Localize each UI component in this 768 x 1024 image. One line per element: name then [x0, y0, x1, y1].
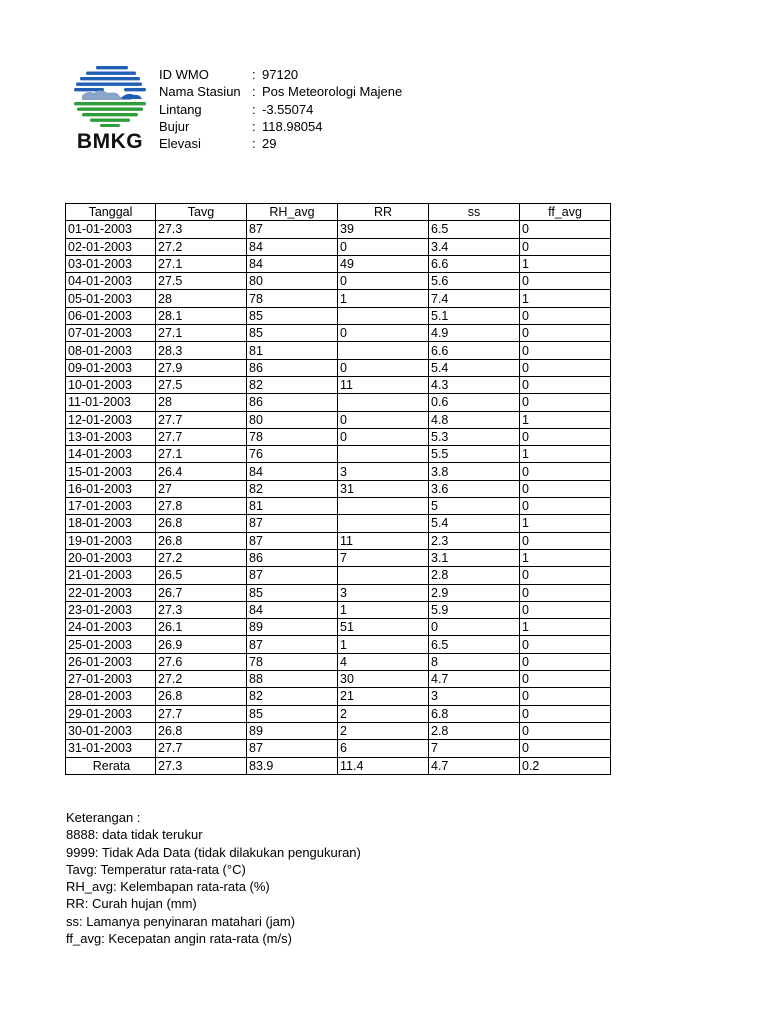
table-cell: 06-01-2003: [66, 307, 156, 324]
notes-line: ss: Lamanya penyinaran matahari (jam): [66, 913, 296, 929]
table-cell: 5.5: [429, 446, 520, 463]
summary-cell: 11.4: [338, 757, 429, 774]
table-row: [66, 446, 611, 463]
table-cell: 0: [520, 221, 611, 238]
table-cell: 1: [520, 549, 611, 566]
table-cell: 28: [156, 290, 247, 307]
table-cell: 27.1: [156, 325, 247, 342]
table-cell: 85: [247, 705, 338, 722]
station-info-value: 29: [262, 136, 277, 152]
table-row: [66, 498, 611, 515]
table-cell: 28-01-2003: [66, 688, 156, 705]
table-cell: 1: [338, 601, 429, 618]
notes-line: 9999: Tidak Ada Data (tidak dilakukan pengukuran): [66, 844, 361, 860]
table-cell: 0: [520, 567, 611, 584]
table-cell: 6.5: [429, 636, 520, 653]
table-cell: 39: [338, 221, 429, 238]
table-cell: 5.1: [429, 307, 520, 324]
table-cell: 0: [520, 428, 611, 445]
table-cell: 78: [247, 290, 338, 307]
table-cell: 27.7: [156, 740, 247, 757]
table-cell: 2.8: [429, 567, 520, 584]
table-cell: 0: [338, 238, 429, 255]
table-cell: 09-01-2003: [66, 359, 156, 376]
table-cell: 0: [520, 722, 611, 739]
table-cell: 27.2: [156, 671, 247, 688]
table-row: [66, 255, 611, 272]
station-info-row: [159, 135, 402, 152]
table-cell: 0: [520, 342, 611, 359]
table-cell: 87: [247, 532, 338, 549]
table-row: [66, 515, 611, 532]
table-cell: 82: [247, 480, 338, 497]
table-row: [66, 221, 611, 238]
table-cell: 1: [520, 619, 611, 636]
table-cell: 22-01-2003: [66, 584, 156, 601]
station-info-label: Bujur: [159, 118, 190, 134]
bmkg-emblem-icon: [72, 62, 148, 130]
table-cell: [338, 446, 429, 463]
table-cell: 27.1: [156, 446, 247, 463]
table-cell: 14-01-2003: [66, 446, 156, 463]
table-cell: 87: [247, 221, 338, 238]
table-cell: 5.6: [429, 273, 520, 290]
bmkg-logo: [72, 62, 148, 154]
table-cell: [338, 498, 429, 515]
table-cell: 2.3: [429, 532, 520, 549]
table-cell: 5.3: [429, 428, 520, 445]
table-cell: 10-01-2003: [66, 376, 156, 393]
table-row: [66, 567, 611, 584]
table-cell: 3: [338, 463, 429, 480]
table-row: [66, 342, 611, 359]
table-cell: 51: [338, 619, 429, 636]
table-cell: 78: [247, 653, 338, 670]
table-row: [66, 325, 611, 342]
table-cell: 27.6: [156, 653, 247, 670]
column-header: ss: [429, 204, 520, 221]
table-cell: 85: [247, 584, 338, 601]
station-info-colon: :: [252, 67, 256, 82]
table-cell: 84: [247, 255, 338, 272]
table-cell: 3.1: [429, 549, 520, 566]
table-cell: 1: [520, 515, 611, 532]
table-cell: 26.7: [156, 584, 247, 601]
station-info-label: Nama Stasiun: [159, 84, 241, 100]
table-cell: 0: [429, 619, 520, 636]
table-cell: 0: [520, 359, 611, 376]
table-cell: 5.4: [429, 515, 520, 532]
table-cell: 0: [520, 653, 611, 670]
table-row: [66, 705, 611, 722]
table-row: [66, 601, 611, 618]
table-cell: 04-01-2003: [66, 273, 156, 290]
table-cell: 0: [338, 428, 429, 445]
table-cell: 76: [247, 446, 338, 463]
table-cell: 0: [520, 376, 611, 393]
table-cell: 1: [520, 446, 611, 463]
notes-line: 8888: data tidak terukur: [66, 827, 203, 843]
summary-cell: 83.9: [247, 757, 338, 774]
table-cell: 84: [247, 601, 338, 618]
table-cell: 4.7: [429, 671, 520, 688]
table-cell: 3: [429, 688, 520, 705]
table-cell: 26.1: [156, 619, 247, 636]
table-cell: 6: [338, 740, 429, 757]
summary-cell: 4.7: [429, 757, 520, 774]
table-row: [66, 653, 611, 670]
table-cell: 84: [247, 238, 338, 255]
table-cell: 27.5: [156, 273, 247, 290]
station-info-label: ID WMO: [159, 67, 209, 82]
table-cell: 07-01-2003: [66, 325, 156, 342]
table-cell: 6.8: [429, 705, 520, 722]
table-cell: 0: [520, 584, 611, 601]
table-cell: 0: [520, 601, 611, 618]
notes-line: RH_avg: Kelembapan rata-rata (%): [66, 879, 270, 895]
summary-cell: 27.3: [156, 757, 247, 774]
table-cell: 27: [156, 480, 247, 497]
table-cell: 26.8: [156, 688, 247, 705]
table-row: [66, 722, 611, 739]
table-cell: 27.7: [156, 705, 247, 722]
station-info-row: [159, 66, 402, 83]
summary-cell: 0.2: [520, 757, 611, 774]
table-cell: 28.3: [156, 342, 247, 359]
table-cell: 15-01-2003: [66, 463, 156, 480]
table-cell: 0: [520, 325, 611, 342]
station-info-colon: :: [252, 101, 256, 117]
table-cell: 24-01-2003: [66, 619, 156, 636]
table-cell: [338, 394, 429, 411]
station-info-value: -3.55074: [262, 101, 314, 117]
table-cell: 05-01-2003: [66, 290, 156, 307]
table-cell: 26.5: [156, 567, 247, 584]
weather-data-table: [65, 203, 611, 775]
table-cell: 7: [338, 549, 429, 566]
table-cell: 0: [520, 671, 611, 688]
notes-section: [66, 809, 361, 947]
table-cell: 2: [338, 705, 429, 722]
table-cell: 4.9: [429, 325, 520, 342]
table-cell: 26.8: [156, 532, 247, 549]
table-cell: 27.7: [156, 411, 247, 428]
notes-line: ff_avg: Kecepatan angin rata-rata (m/s): [66, 931, 292, 947]
table-cell: 2.9: [429, 584, 520, 601]
table-row: [66, 307, 611, 324]
table-cell: 3.8: [429, 463, 520, 480]
station-info-row: [159, 101, 402, 118]
table-cell: 0: [520, 307, 611, 324]
table-cell: [338, 342, 429, 359]
table-cell: 11: [338, 376, 429, 393]
table-cell: 27.9: [156, 359, 247, 376]
table-cell: 27-01-2003: [66, 671, 156, 688]
table-cell: 0: [520, 740, 611, 757]
table-cell: 87: [247, 515, 338, 532]
table-cell: 23-01-2003: [66, 601, 156, 618]
table-cell: 30: [338, 671, 429, 688]
table-cell: 87: [247, 567, 338, 584]
table-cell: 7: [429, 740, 520, 757]
table-cell: 4: [338, 653, 429, 670]
table-cell: 27.8: [156, 498, 247, 515]
table-cell: 13-01-2003: [66, 428, 156, 445]
table-cell: 27.2: [156, 549, 247, 566]
table-cell: 86: [247, 359, 338, 376]
column-header: RH_avg: [247, 204, 338, 221]
table-cell: 88: [247, 671, 338, 688]
table-body: [66, 221, 611, 775]
table-cell: 26.9: [156, 636, 247, 653]
table-row: [66, 290, 611, 307]
notes-heading: Keterangan :: [66, 810, 141, 825]
table-cell: 82: [247, 376, 338, 393]
table-row: [66, 740, 611, 757]
station-info-row: [159, 118, 402, 135]
table-cell: 1: [520, 411, 611, 428]
table-cell: 7.4: [429, 290, 520, 307]
table-row: [66, 549, 611, 566]
station-info-colon: :: [252, 84, 256, 100]
table-cell: 81: [247, 498, 338, 515]
table-cell: 78: [247, 428, 338, 445]
station-info-row: [159, 83, 402, 100]
table-cell: 0: [338, 411, 429, 428]
table-row: [66, 238, 611, 255]
notes-line: Tavg: Temperatur rata-rata (°C): [66, 861, 246, 877]
table-cell: 0.6: [429, 394, 520, 411]
table-cell: 3: [338, 584, 429, 601]
table-cell: 21: [338, 688, 429, 705]
column-header: RR: [338, 204, 429, 221]
table-row: [66, 636, 611, 653]
table-cell: 27.3: [156, 601, 247, 618]
column-header: ff_avg: [520, 204, 611, 221]
table-cell: 4.8: [429, 411, 520, 428]
table-cell: 11: [338, 532, 429, 549]
table-cell: 86: [247, 549, 338, 566]
table-cell: 1: [520, 255, 611, 272]
station-info-value: Pos Meteorologi Majene: [262, 84, 403, 100]
table-cell: 5: [429, 498, 520, 515]
table-cell: 5.9: [429, 601, 520, 618]
table-cell: 01-01-2003: [66, 221, 156, 238]
table-cell: 0: [520, 463, 611, 480]
table-cell: 85: [247, 307, 338, 324]
table-cell: 20-01-2003: [66, 549, 156, 566]
table-cell: 16-01-2003: [66, 480, 156, 497]
table-cell: 21-01-2003: [66, 567, 156, 584]
table-cell: 4.3: [429, 376, 520, 393]
table-cell: 87: [247, 636, 338, 653]
table-row: [66, 463, 611, 480]
table-cell: 2: [338, 722, 429, 739]
table-cell: 0: [520, 705, 611, 722]
table-row: [66, 411, 611, 428]
table-cell: 02-01-2003: [66, 238, 156, 255]
table-row: [66, 359, 611, 376]
table-cell: 3.4: [429, 238, 520, 255]
table-cell: 8: [429, 653, 520, 670]
table-cell: 85: [247, 325, 338, 342]
table-cell: 26.8: [156, 515, 247, 532]
table-cell: 27.3: [156, 221, 247, 238]
table-cell: 1: [338, 290, 429, 307]
table-cell: [338, 307, 429, 324]
table-row: [66, 584, 611, 601]
table-cell: 80: [247, 273, 338, 290]
station-info-value: 118.98054: [262, 118, 323, 134]
table-cell: 0: [520, 273, 611, 290]
station-info-value: 97120: [262, 67, 299, 82]
table-cell: 81: [247, 342, 338, 359]
station-info-label: Elevasi: [159, 136, 201, 152]
column-header: Tavg: [156, 204, 247, 221]
table-cell: [338, 567, 429, 584]
table-cell: 18-01-2003: [66, 515, 156, 532]
table-cell: 5.4: [429, 359, 520, 376]
table-cell: 82: [247, 688, 338, 705]
table-cell: 08-01-2003: [66, 342, 156, 359]
table-row: [66, 273, 611, 290]
table-cell: 26-01-2003: [66, 653, 156, 670]
table-row: [66, 532, 611, 549]
station-info: [159, 66, 402, 152]
table-cell: 27.2: [156, 238, 247, 255]
table-cell: 12-01-2003: [66, 411, 156, 428]
table-cell: 0: [338, 325, 429, 342]
table-cell: 27.1: [156, 255, 247, 272]
table-cell: 25-01-2003: [66, 636, 156, 653]
table-row: [66, 688, 611, 705]
table-cell: 17-01-2003: [66, 498, 156, 515]
table-cell: 27.7: [156, 428, 247, 445]
table-cell: 1: [520, 290, 611, 307]
table-cell: 86: [247, 394, 338, 411]
table-cell: 31-01-2003: [66, 740, 156, 757]
table-cell: 19-01-2003: [66, 532, 156, 549]
table-cell: 3.6: [429, 480, 520, 497]
table-row: [66, 619, 611, 636]
table-row: [66, 394, 611, 411]
table-cell: 0: [520, 394, 611, 411]
table-cell: 84: [247, 463, 338, 480]
table-cell: 0: [520, 532, 611, 549]
table-cell: [338, 515, 429, 532]
table-cell: 28: [156, 394, 247, 411]
table-cell: 80: [247, 411, 338, 428]
table-cell: 0: [338, 273, 429, 290]
table-row: [66, 428, 611, 445]
table-cell: 26.8: [156, 722, 247, 739]
summary-row: [66, 757, 611, 774]
station-info-label: Lintang: [159, 101, 202, 117]
table-header-row: [66, 204, 611, 221]
table-cell: 0: [520, 498, 611, 515]
logo-text: BMKG: [76, 130, 144, 153]
column-header: Tanggal: [66, 204, 156, 221]
table-cell: 6.6: [429, 342, 520, 359]
table-cell: 31: [338, 480, 429, 497]
table-cell: 2.8: [429, 722, 520, 739]
table-cell: 6.5: [429, 221, 520, 238]
table-cell: 11-01-2003: [66, 394, 156, 411]
table-cell: 89: [247, 619, 338, 636]
table-cell: 0: [338, 359, 429, 376]
table-cell: 0: [520, 636, 611, 653]
table-cell: 29-01-2003: [66, 705, 156, 722]
table-cell: 0: [520, 480, 611, 497]
table-row: [66, 376, 611, 393]
table-cell: 0: [520, 688, 611, 705]
summary-label: Rerata: [66, 757, 156, 774]
table-cell: 89: [247, 722, 338, 739]
table-cell: 0: [520, 238, 611, 255]
table-row: [66, 480, 611, 497]
table-row: [66, 671, 611, 688]
table-cell: 49: [338, 255, 429, 272]
table-cell: 6.6: [429, 255, 520, 272]
table-cell: 1: [338, 636, 429, 653]
station-info-colon: :: [252, 136, 256, 152]
station-info-colon: :: [252, 118, 256, 134]
notes-line: RR: Curah hujan (mm): [66, 896, 197, 912]
table-cell: 28.1: [156, 307, 247, 324]
table-cell: 26.4: [156, 463, 247, 480]
table-cell: 30-01-2003: [66, 722, 156, 739]
table-cell: 03-01-2003: [66, 255, 156, 272]
table-cell: 27.5: [156, 376, 247, 393]
table-cell: 87: [247, 740, 338, 757]
